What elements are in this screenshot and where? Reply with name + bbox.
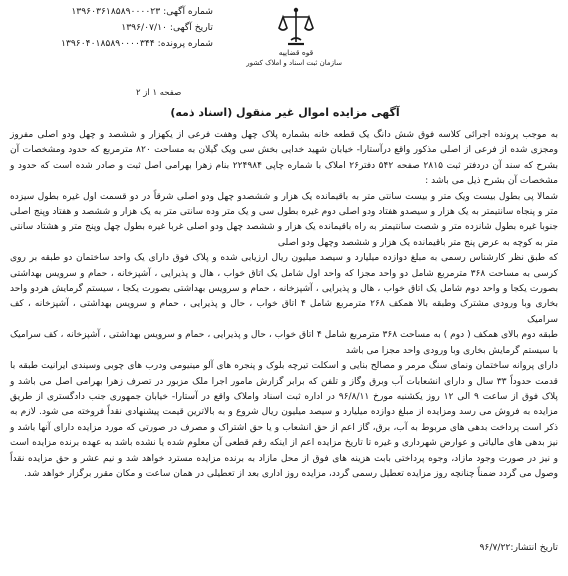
paragraph: طبقه دوم بالای همکف ( دوم ) به مساحت ۳۶۸ مترمربع شامل ۴ اتاق خواب ، حال و پذیرایی ، حمام و سرویس بهداشتی ، آشپزخانه ، کف سرامیک با سیستم گرمایش بخاری وبا ورودی واحد مجزا می باشد <box>10 330 558 356</box>
page-title: آگهی مزایده اموال غیر منقول (اسناد ذمه) <box>170 106 400 119</box>
ad-number: شماره آگهی: ۱۳۹۶۰۳۶۱۸۵۸۹۰۰۰۰۲۳ <box>71 6 213 17</box>
page-number: صفحه ۱ از ۲ <box>136 88 182 98</box>
case-number: شماره پرونده: ۱۳۹۶۰۴۰۱۸۵۸۹۰۰۰۰۳۴۴ <box>60 38 213 49</box>
org-subname: سازمان ثبت اسناد و املاک کشور <box>246 59 342 67</box>
paragraph: شمالا پی بطول بیست ویک متر و بیست سانتی متر به باقیمانده یک هزار و ششصدو چهل ودو اصلی شرقاً در دو قسمت اول غیره بطول سیزده متر و پنجاه سانتیمتر به یک هزار و سیصدو هفتاد ودو اصلی دوم غیره بطول سی و یک متر وده سانتی متر به یک هزار و ششصد و هفتاد وپنج اصلی جنوبا غیره بطول شانزده متر و شصت سانتیمتر به راه باقیمانده یک هزار و ششصد چهل ودو اصلی غربا غیره بطول چهل وپنج متر و هشتاد سانتی متر به کوچه به عرض پنج متر باقیمانده یک هزار و ششصد وچهل ودو اصلی <box>10 191 558 248</box>
paragraph: که طبق نظر کارشناس رسمی به مبلغ دوازده میلیارد و سیصد میلیون ریال ارزیابی شده و پلاک فوق دارای یک واحد ساختمان دو طبقه بر روی کرسی به مساحت ۳۶۸ مترمربع شامل دو واحد مجزا که واحد اول شامل یک اتاق خواب ، هال و پذیرایی ، آشپزخانه ، حمام و سرویس بهداشتی بصورت یکجا و واحد دوم شامل یک اتاق خواب ، هال و پذیرایی ، آشپزخانه ، حمام و سرویس بهداشتی بصورت یکجا ، سیستم گرمایش هردو واحد بخاری وبا ورودی مشترک وطبقه بالا همکف ۲۶۸ مترمربع شامل ۴ اتاق خواب ، حال و پذیرایی ، حمام و سرویس بهداشتی ، آشپزخانه ، کف سرامیک <box>10 253 558 325</box>
notice-body <box>10 128 558 482</box>
judiciary-logo <box>246 6 342 78</box>
paragraph: دارای پروانه ساختمان ونمای سنگ مرمر و مصالح بنایی و اسکلت تیرچه بلوک و پنجره های آلو مینیومی ودرب های چوبی وسیندی ایرانیت طبقه با قدمت حدوداً ۳۳ سال و دارای انشعابات آب وبرق وگاز و تلفن که برابر گزارش مامور اجرا ملک مزبور در تصرف زهرا بهرامی اصل می باشد و پلاک فوق از ساعت ۹ الی ۱۲ روز یکشنبه مورخ ۹۶/۸/۱۱ در اداره ثبت اسناد واملاک واقع در آستارا- خیابان جمهوری جنب دادگستری از طریق مزایده به فروش می رسد ومزایده از مبلغ دوازده میلیارد و سیصد میلیون ریال شروع و به بالاترین قیمت پیشنهادی نقداً فروخته می شود. لازم به ذکر است پرداخت بدهی های مربوط به آب، برق، گاز اعم از حق انشعاب و یا حق اشتراک و مصرف در صورتی که مورد مزایده دارای آنها باشد و نیز بدهی های مالیاتی و عوارض شهرداری و غیره تا تاریخ مزایده اعم از اینکه رقم قطعی آن معلوم شده یا نشده باشد به عهده برنده مزایده است و نیز در صورت وجود مازاد، وجوه پرداختی بابت هزینه های فوق از محل مازاد به برنده مزایده مسترد خواهد شد و نیم عشر و حق مزایده نقداً وصول می گردد ضمناً چنانچه روز مزایده تعطیل رسمی گردد، مزایده روز اداری بعد از تعطیلی در همان ساعت و مکان مقرر برگزار خواهد شد. <box>10 361 558 479</box>
paragraph: به موجب پرونده اجرائی کلاسه فوق شش دانگ یک قطعه خانه بشماره پلاک چهل وهفت فرعی از یکهزار و ششصد و چهل ودو اصلی مفروز ومجزی شده از فرعی از اصلی مذکور واقع درآستارا- خیابان شهید خدایی بخش سی ویک گیلان به مساحت ۸۲۰ مترمربع که حدود ومشخصات آن بشرح که سند آن دردفتر ثبت ۲۸۱۵ صفحه ۵۴۲ دفتر۲۶ املاک با شماره چاپی ۲۲۴۹۸۴ بنام زهرا بهرامی اصل ثبت و صادر شده است که حدود و مشخصات آن بشرح ذیل می باشد : <box>10 130 559 187</box>
scales-emblem-icon <box>276 6 316 48</box>
org-name: قوه قضاییه <box>278 48 314 57</box>
ad-metadata <box>8 4 213 52</box>
publish-date: تاریخ انتشار:۹۶/۷/۲۲ <box>479 542 558 553</box>
ad-date: تاریخ آگهی: ۱۳۹۶/۰۷/۱۰ <box>121 22 213 33</box>
